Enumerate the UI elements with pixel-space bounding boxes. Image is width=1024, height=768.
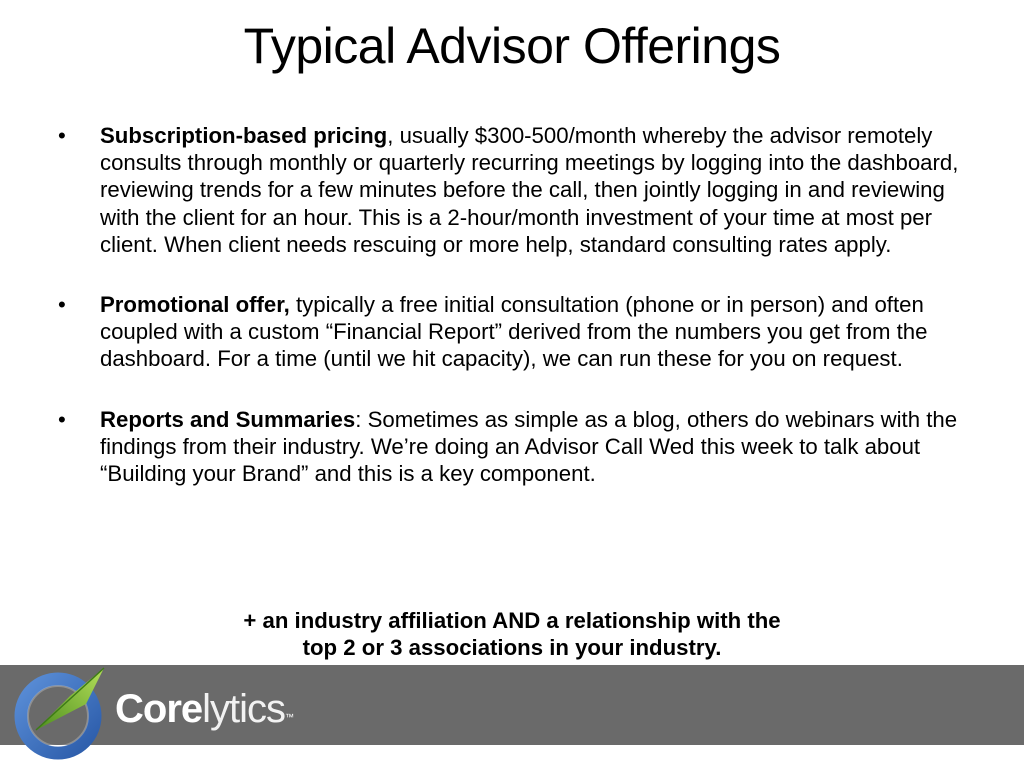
corelytics-logo-icon <box>8 666 112 762</box>
bullet-item-promotional <box>58 291 968 373</box>
brand-core: Core <box>115 687 203 731</box>
closing-statement <box>0 607 1024 661</box>
bullet-marker: • <box>58 406 66 432</box>
bullet-item-subscription <box>58 122 968 258</box>
bullet-heading: Promotional offer, <box>100 292 290 318</box>
bullet-item-reports <box>58 406 968 488</box>
bullet-text: : Sometimes as simple as a blog, others do webinars with the findings from their industry. We’re doing an Advisor Call Wed this week to talk about “Building your Brand” and this is a key component. <box>100 406 958 487</box>
bullet-list <box>58 122 968 487</box>
bullet-text: , usually $300-500/month whereby the advisor remotely consults through monthly or quarterly recurring meetings by logging into the dashboard, reviewing trends for a few minutes before the call, then jointly logging in and reviewing with the client for an hour. This is a 2-hour/month investment of your time at most per client. When client needs rescuing or more help, standard consulting rates apply. <box>100 123 959 257</box>
closing-line-1: + an industry affiliation AND a relationship with the <box>243 608 781 633</box>
brand-wordmark <box>115 685 294 733</box>
bullet-heading: Subscription-based pricing <box>100 123 388 148</box>
bullet-marker: • <box>58 292 66 318</box>
trademark-symbol: ™ <box>285 712 295 722</box>
bullet-marker: • <box>58 123 66 148</box>
slide-title: Typical Advisor Offerings <box>243 18 781 74</box>
bullet-text: typically a free initial consultation (phone or in person) and often coupled with a custom “Financial Report” derived from the numbers you get from the dashboard. For a time (until we hit capacity), we can run these for you on request. <box>100 292 928 372</box>
brand-rest: lytics <box>202 687 286 731</box>
closing-line-2: top 2 or 3 associations in your industry. <box>302 635 722 660</box>
bullet-heading: Reports and Summaries <box>100 406 356 432</box>
